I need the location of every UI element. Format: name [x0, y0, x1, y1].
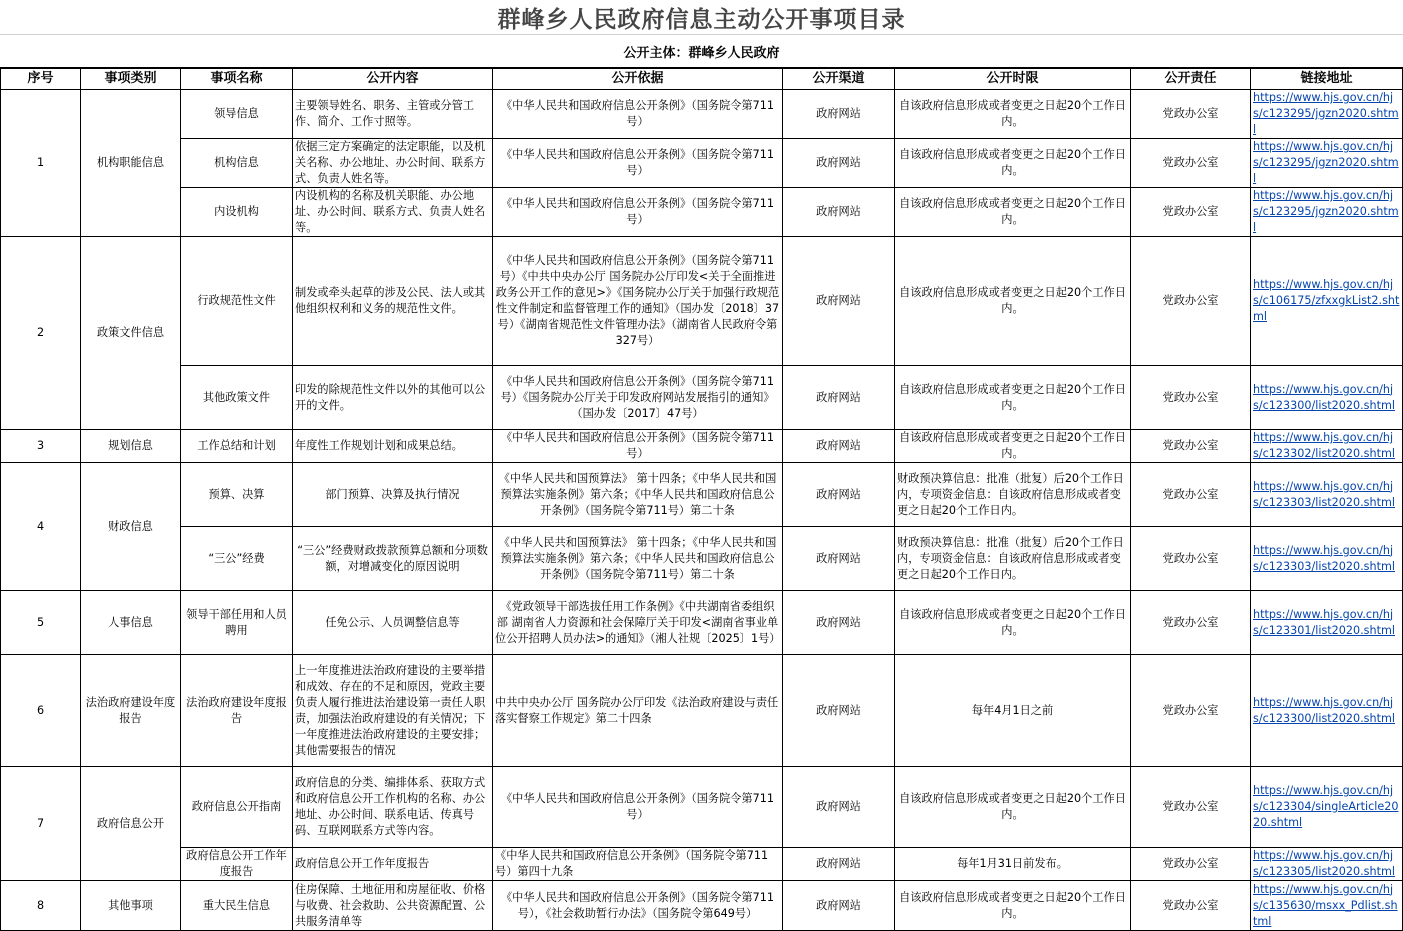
row-time: 自该政府信息形成或者变更之日起20个工作日内。 — [895, 881, 1131, 931]
table-row — [1, 463, 1403, 527]
page-title: 群峰乡人民政府信息主动公开事项目录 — [497, 5, 906, 33]
row-category: 法治政府建设年度报告 — [81, 655, 181, 767]
row-name: 领导干部任用和人员聘用 — [181, 591, 293, 655]
row-channel: 政府网站 — [783, 90, 895, 139]
row-channel: 政府网站 — [783, 527, 895, 591]
row-link-cell — [1251, 188, 1403, 237]
row-link-cell — [1251, 591, 1403, 655]
row-name: 政府信息公开指南 — [181, 767, 293, 848]
row-time: 自该政府信息形成或者变更之日起20个工作日内。 — [895, 237, 1131, 366]
row-link[interactable]: https://www.hjs.gov.cn/hjs/c123303/list2020.shtml — [1253, 543, 1395, 573]
row-basis: 《中华人民共和国政府信息公开条例》（国务院令第711号） — [493, 90, 783, 139]
row-time: 自该政府信息形成或者变更之日起20个工作日内。 — [895, 591, 1131, 655]
row-duty: 党政办公室 — [1131, 90, 1251, 139]
row-name: 预算、决算 — [181, 463, 293, 527]
row-link[interactable]: https://www.hjs.gov.cn/hjs/c123295/jgzn2020.shtml — [1253, 140, 1399, 185]
row-duty: 党政办公室 — [1131, 430, 1251, 463]
table-row — [1, 188, 1403, 237]
row-basis: 《中华人民共和国预算法》 第十四条；《中华人民共和国预算法实施条例》第六条；《中华人民共和国政府信息公开条例》（国务院令第711号）第二十条 — [493, 527, 783, 591]
row-link-cell — [1251, 463, 1403, 527]
row-category: 规划信息 — [81, 430, 181, 463]
row-content: 依据三定方案确定的法定职能，以及机关名称、办公地址、办公时间、联系方式、负责人姓名等。 — [293, 139, 493, 188]
row-link[interactable]: https://www.hjs.gov.cn/hjs/c106175/zfxxgkList2.shtml — [1253, 278, 1400, 323]
row-duty: 党政办公室 — [1131, 655, 1251, 767]
row-category: 其他事项 — [81, 881, 181, 931]
header-time: 公开时限 — [895, 69, 1131, 90]
row-channel: 政府网站 — [783, 881, 895, 931]
row-link-cell — [1251, 237, 1403, 366]
table-row — [1, 430, 1403, 463]
row-name: 法治政府建设年度报告 — [181, 655, 293, 767]
row-channel: 政府网站 — [783, 366, 895, 430]
row-duty: 党政办公室 — [1131, 767, 1251, 848]
row-duty: 党政办公室 — [1131, 366, 1251, 430]
row-num: 4 — [1, 463, 81, 591]
table-row — [1, 655, 1403, 767]
header-category: 事项类别 — [81, 69, 181, 90]
row-category: 机构职能信息 — [81, 90, 181, 237]
row-channel: 政府网站 — [783, 430, 895, 463]
row-basis: 《中华人民共和国政府信息公开条例》（国务院令第711号） — [493, 767, 783, 848]
row-channel: 政府网站 — [783, 767, 895, 848]
row-time: 财政预决算信息：批准（批复）后20个工作日内，专项资金信息：自该政府信息形成或者变更之日起20个工作日内。 — [895, 527, 1131, 591]
row-category: 政府信息公开 — [81, 767, 181, 881]
row-link[interactable]: https://www.hjs.gov.cn/hjs/c135630/msxx_Pdlist.shtml — [1253, 882, 1398, 928]
row-basis: 《中华人民共和国政府信息公开条例》（国务院令第711号），《社会救助暂行办法》（国务院令第649号） — [493, 881, 783, 931]
row-link[interactable]: https://www.hjs.gov.cn/hjs/c123301/list2020.shtml — [1253, 607, 1395, 637]
row-link[interactable]: https://www.hjs.gov.cn/hjs/c123300/list2020.shtml — [1253, 382, 1395, 412]
row-link-cell — [1251, 881, 1403, 931]
row-num: 1 — [1, 90, 81, 237]
row-name: 工作总结和计划 — [181, 430, 293, 463]
row-link-cell — [1251, 366, 1403, 430]
row-content: 政府信息的分类、编排体系、获取方式和政府信息公开工作机构的名称、办公地址、办公时间、联系电话、传真号码、互联网联系方式等内容。 — [293, 767, 493, 848]
row-link-cell — [1251, 527, 1403, 591]
row-duty: 党政办公室 — [1131, 848, 1251, 881]
row-content: 年度性工作规划计划和成果总结。 — [293, 430, 493, 463]
row-name: 机构信息 — [181, 139, 293, 188]
row-content: 制发或牵头起草的涉及公民、法人或其他组织权利和义务的规范性文件。 — [293, 237, 493, 366]
row-content: 印发的除规范性文件以外的其他可以公开的文件。 — [293, 366, 493, 430]
row-link-cell — [1251, 767, 1403, 848]
header-channel: 公开渠道 — [783, 69, 895, 90]
row-category: 财政信息 — [81, 463, 181, 591]
header-name: 事项名称 — [181, 69, 293, 90]
row-basis: 《中华人民共和国政府信息公开条例》（国务院令第711号）第四十九条 — [493, 848, 783, 881]
row-time: 自该政府信息形成或者变更之日起20个工作日内。 — [895, 430, 1131, 463]
header-content: 公开内容 — [293, 69, 493, 90]
row-link[interactable]: https://www.hjs.gov.cn/hjs/c123303/list2020.shtml — [1253, 479, 1395, 509]
row-content: 上一年度推进法治政府建设的主要举措和成效、存在的不足和原因，党政主要负责人履行推进法治建设第一责任人职责，加强法治政府建设的有关情况；下一年度推进法治政府建设的主要安排；其他需要报告的情况 — [293, 655, 493, 767]
row-link-cell — [1251, 430, 1403, 463]
table-row — [1, 366, 1403, 430]
row-time: 每年1月31日前发布。 — [895, 848, 1131, 881]
row-basis: 《中华人民共和国政府信息公开条例》（国务院令第711号） — [493, 188, 783, 237]
row-link[interactable]: https://www.hjs.gov.cn/hjs/c123305/list2020.shtml — [1253, 849, 1395, 878]
row-category: 政策文件信息 — [81, 237, 181, 430]
header-duty: 公开责任 — [1131, 69, 1251, 90]
row-channel: 政府网站 — [783, 237, 895, 366]
row-content: 住房保障、土地征用和房屋征收、价格与收费、社会救助、公共资源配置、公共服务清单等 — [293, 881, 493, 931]
row-link-cell — [1251, 139, 1403, 188]
catalog-table — [0, 68, 1403, 931]
header-link: 链接地址 — [1251, 69, 1403, 90]
row-name: 行政规范性文件 — [181, 237, 293, 366]
row-name: 政府信息公开工作年度报告 — [181, 848, 293, 881]
row-content: 政府信息公开工作年度报告 — [293, 848, 493, 881]
row-time: 自该政府信息形成或者变更之日起20个工作日内。 — [895, 767, 1131, 848]
row-num: 6 — [1, 655, 81, 767]
row-basis: 《中华人民共和国预算法》 第十四条；《中华人民共和国预算法实施条例》第六条；《中华人民共和国政府信息公开条例》（国务院令第711号）第二十条 — [493, 463, 783, 527]
row-channel: 政府网站 — [783, 188, 895, 237]
row-name: “三公”经费 — [181, 527, 293, 591]
row-duty: 党政办公室 — [1131, 237, 1251, 366]
row-time: 每年4月1日之前 — [895, 655, 1131, 767]
row-link[interactable]: https://www.hjs.gov.cn/hjs/c123300/list2020.shtml — [1253, 695, 1395, 725]
row-basis: 中共中央办公厅 国务院办公厅印发《法治政府建设与责任落实督察工作规定》第二十四条 — [493, 655, 783, 767]
table-row — [1, 90, 1403, 139]
row-channel: 政府网站 — [783, 463, 895, 527]
row-channel: 政府网站 — [783, 591, 895, 655]
row-time: 自该政府信息形成或者变更之日起20个工作日内。 — [895, 139, 1131, 188]
header-num: 序号 — [1, 69, 81, 90]
row-num: 5 — [1, 591, 81, 655]
row-time: 自该政府信息形成或者变更之日起20个工作日内。 — [895, 188, 1131, 237]
header-row — [1, 69, 1403, 90]
row-name: 内设机构 — [181, 188, 293, 237]
row-num: 8 — [1, 881, 81, 931]
row-basis: 《党政领导干部选拔任用工作条例》《中共湖南省委组织部 湖南省人力资源和社会保障厅关于印发<湖南省事业单位公开招聘人员办法>的通知》（湘人社规〔2025〕1号） — [493, 591, 783, 655]
row-basis: 《中华人民共和国政府信息公开条例》（国务院令第711号） — [493, 139, 783, 188]
row-name: 其他政策文件 — [181, 366, 293, 430]
row-time: 自该政府信息形成或者变更之日起20个工作日内。 — [895, 366, 1131, 430]
row-num: 7 — [1, 767, 81, 881]
row-content: “三公”经费财政拨款预算总额和分项数额，对增减变化的原因说明 — [293, 527, 493, 591]
page-subtitle: 公开主体：群峰乡人民政府 — [623, 45, 780, 61]
table-row — [1, 527, 1403, 591]
row-link[interactable]: https://www.hjs.gov.cn/hjs/c123295/jgzn2020.shtml — [1253, 91, 1399, 136]
row-link-cell — [1251, 90, 1403, 139]
row-basis: 《中华人民共和国政府信息公开条例》（国务院令第711号）《中共中央办公厅 国务院办公厅印发<关于全面推进政务公开工作的意见>》《国务院办公厅关于加强行政规范性文件制定和监督管理工作的通知》（国办发〔2018〕37号）《湖南省规范性文件管理办法》（湖南省人民政府令第327号） — [493, 237, 783, 366]
row-content: 部门预算、决算及执行情况 — [293, 463, 493, 527]
row-duty: 党政办公室 — [1131, 881, 1251, 931]
table-row — [1, 767, 1403, 848]
row-content: 主要领导姓名、职务、主管或分管工作、简介、工作寸照等。 — [293, 90, 493, 139]
table-row — [1, 848, 1403, 881]
row-category: 人事信息 — [81, 591, 181, 655]
row-name: 重大民生信息 — [181, 881, 293, 931]
row-content: 内设机构的名称及机关职能、办公地址、办公时间、联系方式、负责人姓名等。 — [293, 188, 493, 237]
row-link-cell — [1251, 848, 1403, 881]
row-link-cell — [1251, 655, 1403, 767]
row-link[interactable]: https://www.hjs.gov.cn/hjs/c123304/singleArticle2020.shtml — [1253, 784, 1399, 829]
row-link[interactable]: https://www.hjs.gov.cn/hjs/c123302/list2020.shtml — [1253, 431, 1395, 460]
row-duty: 党政办公室 — [1131, 591, 1251, 655]
table-row — [1, 881, 1403, 931]
row-num: 3 — [1, 430, 81, 463]
row-channel: 政府网站 — [783, 655, 895, 767]
table-row — [1, 237, 1403, 366]
row-duty: 党政办公室 — [1131, 463, 1251, 527]
table-row — [1, 591, 1403, 655]
row-content: 任免公示、人员调整信息等 — [293, 591, 493, 655]
row-link[interactable]: https://www.hjs.gov.cn/hjs/c123295/jgzn2020.shtml — [1253, 189, 1399, 234]
row-channel: 政府网站 — [783, 848, 895, 881]
row-time: 自该政府信息形成或者变更之日起20个工作日内。 — [895, 90, 1131, 139]
row-channel: 政府网站 — [783, 139, 895, 188]
row-basis: 《中华人民共和国政府信息公开条例》（国务院令第711号）《国务院办公厅关于印发政府网站发展指引的通知》（国办发〔2017〕47号） — [493, 366, 783, 430]
row-name: 领导信息 — [181, 90, 293, 139]
title-row — [0, 0, 1403, 35]
table-row — [1, 139, 1403, 188]
row-time: 财政预决算信息：批准（批复）后20个工作日内，专项资金信息：自该政府信息形成或者变更之日起20个工作日内。 — [895, 463, 1131, 527]
header-basis: 公开依据 — [493, 69, 783, 90]
subtitle-row — [0, 35, 1403, 68]
row-duty: 党政办公室 — [1131, 188, 1251, 237]
row-basis: 《中华人民共和国政府信息公开条例》（国务院令第711号） — [493, 430, 783, 463]
row-duty: 党政办公室 — [1131, 139, 1251, 188]
row-num: 2 — [1, 237, 81, 430]
row-duty: 党政办公室 — [1131, 527, 1251, 591]
